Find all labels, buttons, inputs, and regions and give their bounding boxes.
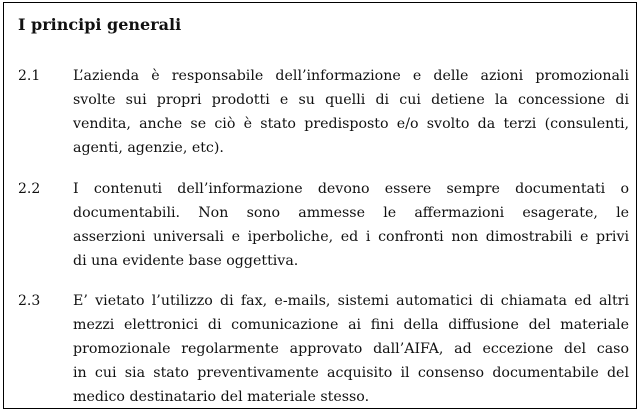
clause-text-line: L’azienda è responsabile dell’informazione e delle azioni promozionali bbox=[73, 68, 629, 84]
clause-number: 2.3 bbox=[18, 293, 41, 309]
clause-text-line: documentabili. Non sono ammesse le affermazioni esagerate, le bbox=[73, 205, 629, 221]
clause-text-line: mezzi elettronici di comunicazione ai fini della diffusione del materiale bbox=[73, 317, 629, 333]
document-frame bbox=[3, 2, 637, 409]
section-title: I principi generali bbox=[18, 15, 182, 34]
clause-number: 2.2 bbox=[18, 181, 41, 197]
clause-text-line: in cui sia stato preventivamente acquisito il consenso documentabile del bbox=[73, 365, 629, 381]
clause-text-line: svolte sui propri prodotti e su quelli di cui detiene la concessione di bbox=[73, 92, 629, 108]
clause-number: 2.1 bbox=[18, 68, 41, 84]
clause-text-line: vendita, anche se ciò è stato predisposto e/o svolto da terzi (consulenti, bbox=[73, 116, 629, 132]
clause-text-line: E’ vietato l’utilizzo di fax, e-mails, sistemi automatici di chiamata ed altri bbox=[73, 293, 629, 309]
clause-text-line: agenti, agenzie, etc). bbox=[73, 140, 224, 156]
clause-text-line: di una evidente base oggettiva. bbox=[73, 253, 299, 269]
clause-text-line: I contenuti dell’informazione devono essere sempre documentati o bbox=[73, 181, 629, 197]
clause-text-line: asserzioni universali e iperboliche, ed i confronti non dimostrabili e privi bbox=[73, 229, 629, 245]
clause-text-line: promozionale regolarmente approvato dall’AIFA, ad eccezione del caso bbox=[73, 341, 629, 357]
clause-text-line: medico destinatario del materiale stesso. bbox=[73, 389, 370, 405]
